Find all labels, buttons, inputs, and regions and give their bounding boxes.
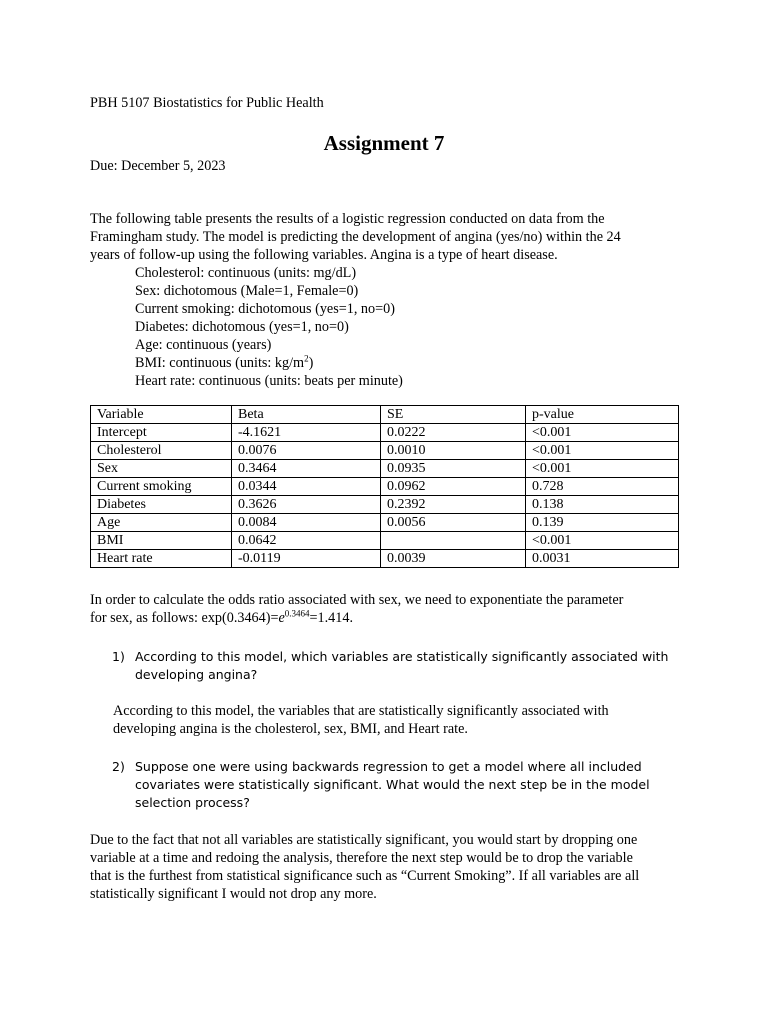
table-cell: 0.0344 — [232, 478, 381, 496]
formula-exp: exp(0.3464)= — [201, 610, 279, 626]
due-date: Due: December 5, 2023 — [90, 158, 226, 174]
variable-sex: Sex: dichotomous (Male=1, Female=0) — [135, 283, 359, 299]
intro-line: The following table presents the results of a logistic regression conducted on data from the — [90, 211, 605, 227]
table-row — [91, 442, 679, 460]
table-header-cell: p-value — [526, 406, 679, 424]
table-cell: 0.3626 — [232, 496, 381, 514]
variable-age: Age: continuous (years) — [135, 337, 272, 353]
table-cell: -4.1621 — [232, 424, 381, 442]
table-cell: 0.3464 — [232, 460, 381, 478]
table-header-cell: Variable — [91, 406, 232, 424]
variable-cholesterol: Cholesterol: continuous (units: mg/dL) — [135, 265, 357, 281]
answer-line: that is the furthest from statistical significance such as “Current Smoking”. If all variables are all — [90, 868, 640, 884]
table-row — [91, 514, 679, 532]
table-cell: Diabetes — [91, 496, 232, 514]
table-cell: 0.728 — [526, 478, 679, 496]
bmi-close: ) — [308, 355, 314, 371]
course-name: PBH 5107 Biostatistics for Public Health — [90, 95, 324, 111]
bmi-text: BMI: continuous (units: kg/m — [135, 355, 305, 371]
table-row — [91, 424, 679, 442]
table-cell: 0.0642 — [232, 532, 381, 550]
answer-line: variable at a time and redoing the analysis, therefore the next step would be to drop the variable — [90, 850, 633, 866]
formula-result: =1.414. — [309, 610, 354, 626]
odds-ratio-paragraph — [90, 591, 690, 627]
table-row — [91, 460, 679, 478]
assignment-title: Assignment 7 — [323, 131, 445, 155]
intro-line: Framingham study. The model is predicting the development of angina (yes/no) within the 24 — [90, 229, 621, 245]
question-1 — [135, 648, 675, 684]
question-line: developing angina? — [135, 667, 258, 682]
variable-list — [135, 264, 403, 390]
table-cell: Cholesterol — [91, 442, 232, 460]
table-cell: <0.001 — [526, 442, 679, 460]
table-cell: <0.001 — [526, 424, 679, 442]
table-header-cell: SE — [381, 406, 526, 424]
question-2 — [135, 758, 675, 812]
answer-line: Due to the fact that not all variables are statistically significant, you would start by dropping one — [90, 832, 638, 848]
table-cell: Age — [91, 514, 232, 532]
table-cell: 0.138 — [526, 496, 679, 514]
formula-exponent: 0.3464 — [284, 608, 310, 619]
variable-diabetes: Diabetes: dichotomous (yes=1, no=0) — [135, 319, 349, 335]
table-cell: 0.0031 — [526, 550, 679, 568]
table-cell: 0.2392 — [381, 496, 526, 514]
answer-1 — [113, 702, 673, 738]
answer-2 — [90, 831, 690, 903]
table-cell — [381, 532, 526, 550]
variable-bmi — [135, 354, 403, 372]
question-line: selection process? — [135, 795, 250, 810]
table-cell: 0.0039 — [381, 550, 526, 568]
table-cell: <0.001 — [526, 460, 679, 478]
table-cell: -0.0119 — [232, 550, 381, 568]
table-row — [91, 550, 679, 568]
intro-paragraph — [90, 210, 690, 264]
odds-line: In order to calculate the odds ratio associated with sex, we need to exponentiate the parameter — [90, 592, 624, 608]
table-cell: Current smoking — [91, 478, 232, 496]
table-cell: 0.0962 — [381, 478, 526, 496]
table-header-row — [91, 406, 679, 424]
table-cell: 0.0222 — [381, 424, 526, 442]
table-row — [91, 496, 679, 514]
answer-line: statistically significant I would not drop any more. — [90, 886, 377, 902]
table-cell: Sex — [91, 460, 232, 478]
regression-table — [90, 405, 679, 568]
table-cell: 0.0056 — [381, 514, 526, 532]
table-cell: 0.139 — [526, 514, 679, 532]
question-line: covariates were statistically significant. What would the next step be in the model — [135, 777, 650, 792]
table-cell: BMI — [91, 532, 232, 550]
odds-text: for sex, as follows: — [90, 610, 202, 626]
odds-line-formula — [90, 609, 690, 627]
table-row — [91, 532, 679, 550]
variable-heart-rate: Heart rate: continuous (units: beats per minute) — [135, 373, 403, 389]
table-cell: Heart rate — [91, 550, 232, 568]
table-cell: 0.0935 — [381, 460, 526, 478]
question-1-number: 1) — [112, 649, 125, 664]
question-line: According to this model, which variables are statistically significantly associated with — [135, 649, 669, 664]
formula-e: e — [278, 610, 285, 626]
table-cell: 0.0084 — [232, 514, 381, 532]
table-cell: 0.0010 — [381, 442, 526, 460]
regression-table-body — [91, 406, 679, 568]
variable-smoking: Current smoking: dichotomous (yes=1, no=0) — [135, 301, 395, 317]
bmi-superscript: 2 — [304, 353, 309, 364]
question-line: Suppose one were using backwards regression to get a model where all included — [135, 759, 642, 774]
intro-line: years of follow-up using the following variables. Angina is a type of heart disease. — [90, 247, 558, 263]
table-row — [91, 478, 679, 496]
answer-line: developing angina is the cholesterol, sex, BMI, and Heart rate. — [113, 721, 468, 737]
table-cell: 0.0076 — [232, 442, 381, 460]
question-2-number: 2) — [112, 759, 125, 774]
table-header-cell: Beta — [232, 406, 381, 424]
answer-line: According to this model, the variables that are statistically significantly associated with — [113, 703, 609, 719]
table-cell: Intercept — [91, 424, 232, 442]
table-cell: <0.001 — [526, 532, 679, 550]
